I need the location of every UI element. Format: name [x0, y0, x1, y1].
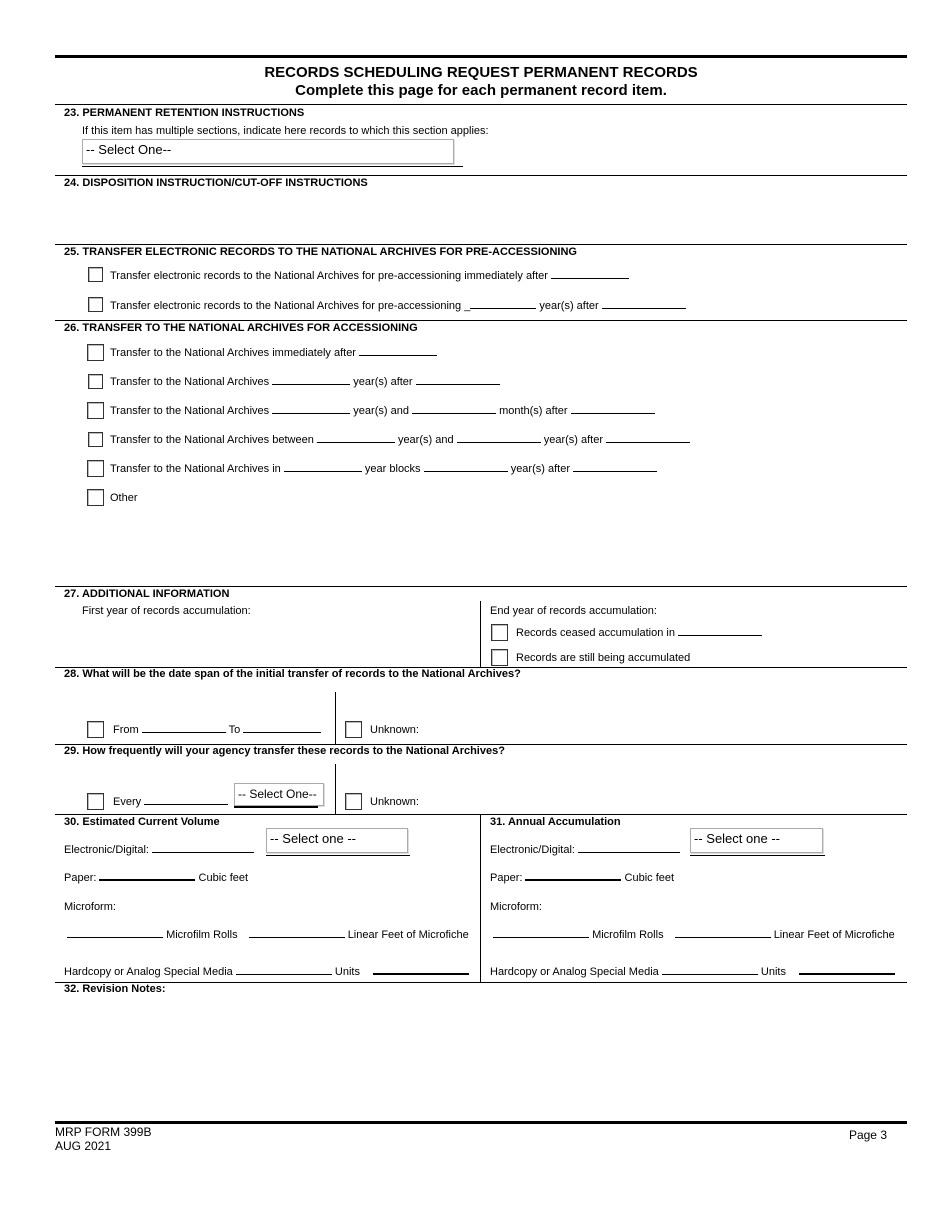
divider — [55, 320, 907, 321]
frequency-unknown-checkbox[interactable] — [345, 793, 362, 810]
frequency-unit-dropdown[interactable] — [234, 783, 324, 806]
section-26-heading: 26. TRANSFER TO THE NATIONAL ARCHIVES FOR ACCESSIONING — [64, 322, 418, 334]
section-27-heading: 27. ADDITIONAL INFORMATION — [64, 588, 230, 600]
bottom-rule — [55, 1121, 907, 1124]
annual-microform-fields: Microfilm Rolls Linear Feet of Microfiche — [493, 929, 895, 942]
accession-option-1: Transfer to the National Archives immediately after — [110, 347, 437, 360]
records-ceased-checkbox[interactable] — [491, 624, 508, 641]
accession-option-2: Transfer to the National Archives year(s) after — [110, 376, 500, 389]
accession-other-checkbox[interactable] — [87, 489, 104, 506]
current-electronic-unit-value: -- Select one -- — [270, 831, 356, 846]
annual-microform-label: Microform: — [490, 901, 542, 913]
divider — [55, 814, 907, 815]
annual-electronic-unit-dropdown[interactable] — [690, 828, 823, 853]
date-span-unknown-checkbox[interactable] — [345, 721, 362, 738]
select-underline — [690, 855, 825, 856]
frequency-every-field: Every — [113, 796, 228, 809]
current-hardcopy-field: Hardcopy or Analog Special Media Units — [64, 966, 469, 979]
divider — [55, 586, 907, 587]
section-32-heading: 32. Revision Notes: — [64, 983, 166, 995]
annual-electronic-unit-value: -- Select one -- — [694, 831, 780, 846]
select-underline — [82, 166, 463, 167]
records-ceased-option: Records ceased accumulation in — [516, 627, 762, 640]
page-title: RECORDS SCHEDULING REQUEST PERMANENT RECORDS — [264, 64, 698, 81]
section-select-dropdown[interactable] — [82, 139, 454, 164]
records-ongoing-label: Records are still being accumulated — [516, 652, 691, 664]
section-24-heading: 24. DISPOSITION INSTRUCTION/CUT-OFF INSTRUCTIONS — [64, 177, 368, 189]
current-microform-fields: Microfilm Rolls Linear Feet of Microfiche — [67, 929, 469, 942]
accession-option-5: Transfer to the National Archives in year blocks year(s) after — [110, 463, 657, 476]
pre-accession-years-checkbox[interactable] — [88, 297, 103, 312]
column-divider — [480, 601, 481, 667]
section-30-heading: 30. Estimated Current Volume — [64, 816, 220, 828]
column-divider — [335, 692, 336, 744]
annual-paper-field: Paper: Cubic feet — [490, 872, 675, 884]
accession-years-months-checkbox[interactable] — [87, 402, 104, 419]
current-electronic-field: Electronic/Digital: — [64, 844, 254, 857]
section-29-heading: 29. How frequently will your agency transfer these records to the National Archives? — [64, 745, 505, 757]
accession-immediately-checkbox[interactable] — [87, 344, 104, 361]
accession-option-3: Transfer to the National Archives year(s) and month(s) after — [110, 405, 655, 418]
pre-accession-option-2: Transfer electronic records to the National Archives for pre-accessioning _ year(s) after — [110, 300, 686, 313]
column-divider — [335, 764, 336, 814]
form-date: AUG 2021 — [55, 1139, 112, 1153]
divider — [55, 175, 907, 176]
annual-hardcopy-field: Hardcopy or Analog Special Media Units — [490, 966, 895, 979]
top-rule — [55, 55, 907, 58]
form-number: MRP FORM 399B — [55, 1125, 152, 1139]
frequency-checkbox[interactable] — [87, 793, 104, 810]
first-year-label: First year of records accumulation: — [82, 605, 251, 617]
section-25-heading: 25. TRANSFER ELECTRONIC RECORDS TO THE NATIONAL ARCHIVES FOR PRE-ACCESSIONING — [64, 246, 577, 258]
date-span-unknown-label: Unknown: — [370, 724, 419, 736]
accession-years-checkbox[interactable] — [88, 374, 103, 389]
section-28-heading: 28. What will be the date span of the initial transfer of records to the National Archives? — [64, 668, 521, 680]
section-31-heading: 31. Annual Accumulation — [490, 816, 621, 828]
pre-accession-immediately-checkbox[interactable] — [88, 267, 103, 282]
section-23-heading: 23. PERMANENT RETENTION INSTRUCTIONS — [64, 107, 305, 119]
current-microform-label: Microform: — [64, 901, 116, 913]
divider — [55, 104, 907, 105]
select-underline — [234, 806, 318, 808]
annual-electronic-field: Electronic/Digital: — [490, 844, 680, 857]
accession-blocks-checkbox[interactable] — [87, 460, 104, 477]
date-span-fields: From To — [113, 724, 321, 737]
end-year-label: End year of records accumulation: — [490, 605, 657, 617]
pre-accession-option-1: Transfer electronic records to the National Archives for pre-accessioning immediately after — [110, 270, 629, 283]
section-23-instruction: If this item has multiple sections, indicate here records to which this section applies: — [82, 125, 489, 137]
page-subtitle: Complete this page for each permanent record item. — [295, 82, 667, 99]
page-number: Page 3 — [848, 1128, 887, 1142]
accession-other-label: Other — [110, 492, 138, 504]
accession-between-checkbox[interactable] — [88, 432, 103, 447]
divider — [55, 982, 907, 983]
divider — [55, 244, 907, 245]
current-paper-field: Paper: Cubic feet — [64, 872, 249, 884]
accession-option-4: Transfer to the National Archives between year(s) and year(s) after — [110, 434, 690, 447]
records-ongoing-checkbox[interactable] — [491, 649, 508, 666]
select-underline — [266, 855, 410, 856]
frequency-unit-value: -- Select One-- — [238, 787, 317, 801]
date-span-checkbox[interactable] — [87, 721, 104, 738]
frequency-unknown-label: Unknown: — [370, 796, 419, 808]
column-divider — [480, 814, 481, 982]
section-select-value: -- Select One-- — [86, 142, 172, 157]
current-electronic-unit-dropdown[interactable] — [266, 828, 408, 853]
